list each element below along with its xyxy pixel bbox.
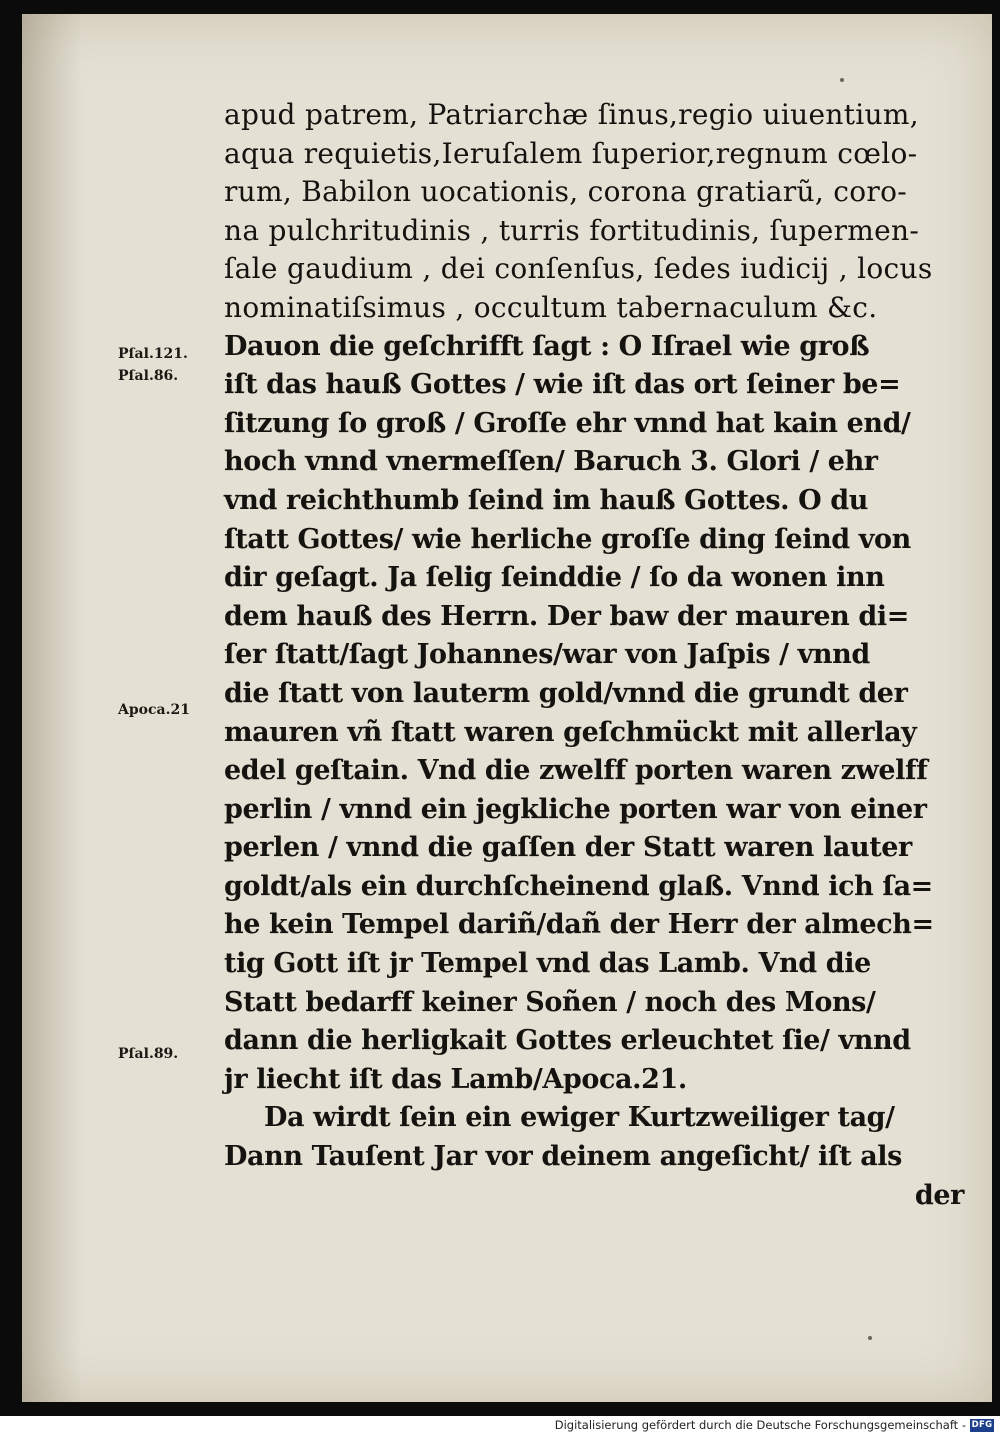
- text-line-1: apud patrem, Patriarchæ ſinus,regio uiuentium,: [224, 98, 919, 131]
- footer-bar: [0, 1416, 1000, 1436]
- text-line-26: jr liecht iſt das Lamb/Apoca.21.: [224, 1063, 687, 1095]
- text-line-3: rum, Babilon uocationis, corona gratiarũ, coro-: [224, 175, 908, 209]
- text-line-13: dir geſagt. Ja ſelig ſeinddie / ſo da wonen inn: [224, 562, 885, 594]
- text-line-16: die ſtatt von lauterm gold/vnnd die grundt der: [224, 677, 908, 709]
- text-line-11: vnd reichthumb ſeind im hauß Gottes. O du: [224, 484, 868, 516]
- text-line-24: Statt bedarff keiner Soñen / noch des Mons/: [224, 986, 876, 1018]
- text-line-19: perlin / vnnd ein jegkliche porten war von einer: [224, 793, 927, 825]
- book-page: [22, 14, 992, 1402]
- margin-note-psal-89: Pſal.89.: [118, 1046, 179, 1062]
- paper-speck: [840, 78, 844, 82]
- margin-note-psal-86: Pſal.86.: [118, 368, 179, 384]
- text-line-20: perlen / vnnd die gaſſen der Statt waren lauter: [224, 832, 912, 864]
- margin-note-psal-121: Pſal.121.: [118, 346, 188, 362]
- text-line-25: dann die herligkait Gottes erleuchtet ſie/ vnnd: [224, 1025, 911, 1057]
- gutter-shadow: [22, 14, 82, 1402]
- paper-speck: [868, 1336, 872, 1340]
- body-text: [224, 96, 964, 1215]
- text-line-28: Dann Tauſent Jar vor deinem angeſicht/ iſt als: [224, 1141, 902, 1173]
- text-line-4: na pulchritudinis , turris fortitudinis, ſupermen-: [224, 213, 920, 247]
- text-line-21: goldt/als ein durchſcheinend glaß. Vnnd ich ſa=: [224, 870, 933, 902]
- text-line-15: ſer ſtatt/ſagt Johannes/war von Jaſpis / vnnd: [224, 639, 870, 671]
- text-line-6: nominatiſsimus , occultum tabernaculum &c.: [224, 290, 878, 324]
- footer-credit: Digitalisierung gefördert durch die Deutsche Forschungsgemeinschaft -: [554, 1418, 966, 1432]
- text-line-22: he kein Tempel dariñ/dañ der Herr der almech=: [224, 909, 934, 941]
- text-line-8: iſt das hauß Gottes / wie iſt das ort ſeiner be=: [224, 369, 901, 401]
- text-line-7: Dauon die geſchrifft ſagt : O Iſrael wie groß: [224, 330, 870, 362]
- margin-note-apoca-21: Apoca.21: [118, 702, 190, 718]
- text-line-17: mauren vñ ſtatt waren geſchmückt mit allerlay: [224, 716, 917, 748]
- dfg-logo: DFG: [971, 1420, 993, 1430]
- text-line-18: edel geſtain. Vnd die zwelff porten waren zwelff: [224, 755, 928, 787]
- text-line-9: ſitzung ſo groß / Groſſe ehr vnnd hat kain end/: [224, 407, 911, 439]
- catchword: der: [914, 1179, 964, 1211]
- text-line-23: tig Gott iſt jr Tempel vnd das Lamb. Vnd die: [224, 948, 871, 980]
- text-line-2: aqua requietis,Ieruſalem ſuperior,regnum cœlo-: [224, 136, 918, 170]
- text-line-5: ſale gaudium , dei conſenſus, ſedes iudicij , locus: [224, 252, 933, 286]
- text-line-14: dem hauß des Herrn. Der baw der mauren di=: [224, 600, 909, 632]
- text-line-27: Da wirdt ſein ein ewiger Kurtzweiliger tag/: [264, 1102, 895, 1134]
- text-line-12: ſtatt Gottes/ wie herliche groſſe ding ſeind von: [224, 523, 911, 555]
- text-line-10: hoch vnnd vnermeſſen/ Baruch 3. Glori / ehr: [224, 446, 878, 478]
